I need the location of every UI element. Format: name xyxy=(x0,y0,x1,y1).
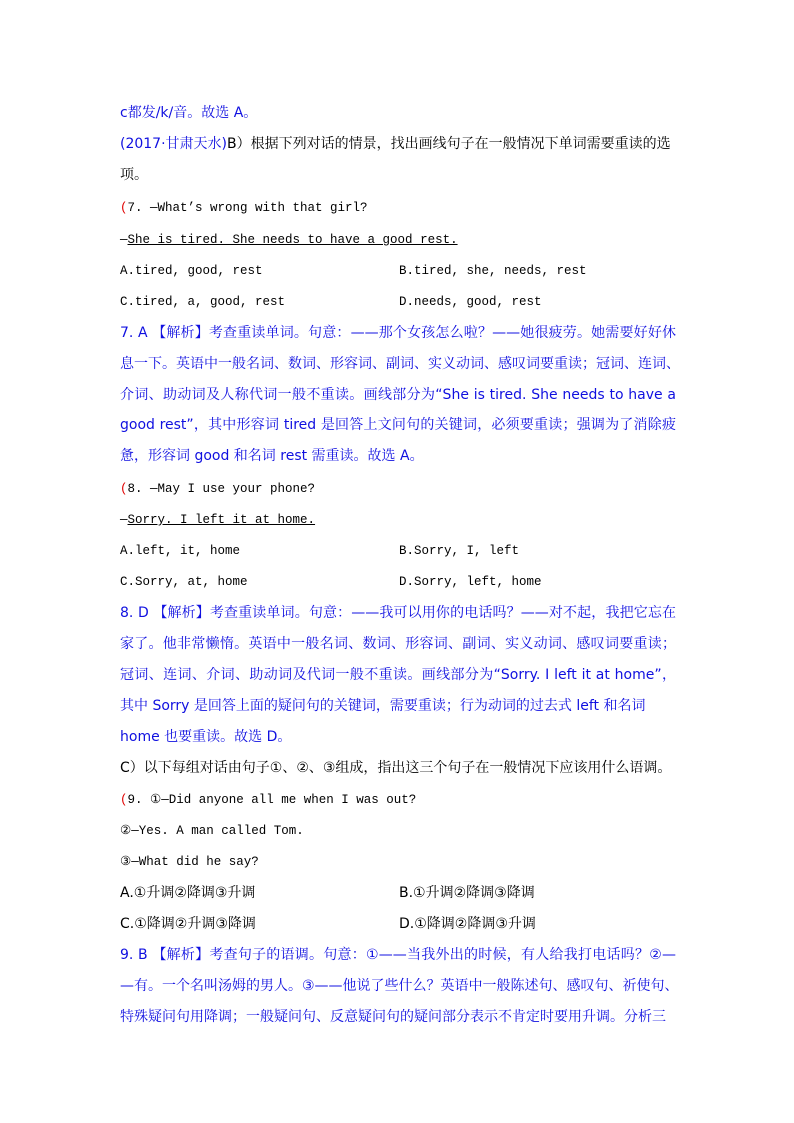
answer-8-line: home 也要重读。故选 D。 xyxy=(120,729,292,745)
question-9-line: ②—Yes. A man called Tom. xyxy=(120,824,304,838)
question-9-line: ③—What did he say? xyxy=(120,855,259,869)
dash: — xyxy=(120,233,128,247)
option-b: B.①升调②降调③降调 xyxy=(399,885,535,901)
options-row xyxy=(120,292,542,312)
source-label: (2017·甘肃天水) xyxy=(120,136,228,152)
answer-9-line: 9. B 【解析】考查句子的语调。句意：①——当我外出的时候，有人给我打电话吗？②— xyxy=(120,947,676,963)
option-b: B.Sorry, I, left xyxy=(399,544,520,558)
answer-9-line: 特殊疑问句用降调；一般疑问句、反意疑问句的疑问部分表示不肯定时要用升调。分析三 xyxy=(120,1009,666,1025)
question-text: 8. —May I use your phone? xyxy=(127,482,316,496)
option-a: A.tired, good, rest xyxy=(120,264,263,278)
blank-marker: ( xyxy=(120,793,128,807)
options-row xyxy=(120,541,520,561)
question-7-reply xyxy=(120,230,458,250)
question-8-reply xyxy=(120,510,315,530)
option-c: C.tired, a, good, rest xyxy=(120,295,286,309)
option-c: C.①降调②升调③降调 xyxy=(120,916,256,932)
option-d: D.①降调②降调③升调 xyxy=(399,916,536,932)
option-a: A.①升调②降调③升调 xyxy=(120,885,256,901)
options-row xyxy=(120,914,536,934)
text-line: 项。 xyxy=(120,167,148,183)
blank-marker: ( xyxy=(120,201,128,215)
question-text: 7. —What’s wrong with that girl? xyxy=(127,201,368,215)
answer-7-line: 惫，形容词 good 和名词 rest 需重读。故选 A。 xyxy=(120,448,424,464)
section-b-heading xyxy=(120,134,671,154)
question-text: 9. ①—Did anyone all me when I was out? xyxy=(127,793,417,807)
option-b: B.tired, she, needs, rest xyxy=(399,264,587,278)
option-a: A.left, it, home xyxy=(120,544,241,558)
question-8 xyxy=(120,479,315,499)
underlined-sentence: Sorry. I left it at home. xyxy=(127,513,316,527)
dash: — xyxy=(120,513,128,527)
option-d: D.needs, good, rest xyxy=(399,295,542,309)
blank-marker: ( xyxy=(120,482,128,496)
answer-9-line: —有。一个名叫汤姆的男人。③——他说了些什么？英语中一般陈述句、感叹句、祈使句、 xyxy=(120,978,679,994)
options-row xyxy=(120,261,587,281)
section-c-heading: C）以下每组对话由句子①、②、③组成，指出这三个句子在一般情况下应该用什么语调。 xyxy=(120,760,672,776)
answer-8-line: 8. D 【解析】考查重读单词。句意：——我可以用你的电话吗？——对不起，我把它忘在 xyxy=(120,605,676,621)
underlined-sentence: She is tired. She needs to have a good rest. xyxy=(127,233,458,247)
answer-8-line: 家了。他非常懒惰。英语中一般名词、数词、形容词、副词、实义动词、感叹词要重读； xyxy=(120,636,676,652)
options-row xyxy=(120,572,542,592)
instruction-text: B）根据下列对话的情景，找出画线句子在一般情况下单词需要重读的选 xyxy=(227,136,671,152)
text-line: c都发/k/音。故选 A。 xyxy=(120,105,258,121)
answer-8-line: 其中 Sorry 是回答上面的疑问句的关键词，需要重读；行为动词的过去式 left 和名词 xyxy=(120,698,646,714)
question-9 xyxy=(120,790,416,810)
option-d: D.Sorry, left, home xyxy=(399,575,542,589)
answer-7-line: 7. A 【解析】考查重读单词。句意：——那个女孩怎么啦？——她很疲劳。她需要好好休 xyxy=(120,325,676,341)
answer-7-line: good rest”，其中形容词 tired 是回答上文问句的关键词，必须要重读；强调为了消除疲 xyxy=(120,417,676,433)
answer-7-line: 息一下。英语中一般名词、数词、形容词、副词、实义动词、感叹词要重读；冠词、连词、 xyxy=(120,356,680,372)
options-row xyxy=(120,883,535,903)
option-c: C.Sorry, at, home xyxy=(120,575,248,589)
answer-7-line: 介词、助动词及人称代词一般不重读。画线部分为“She is tired. She needs to have a xyxy=(120,387,676,403)
answer-8-line: 冠词、连词、介词、助动词及代词一般不重读。画线部分为“Sorry. I left it at home”， xyxy=(120,667,676,683)
question-7 xyxy=(120,198,368,218)
